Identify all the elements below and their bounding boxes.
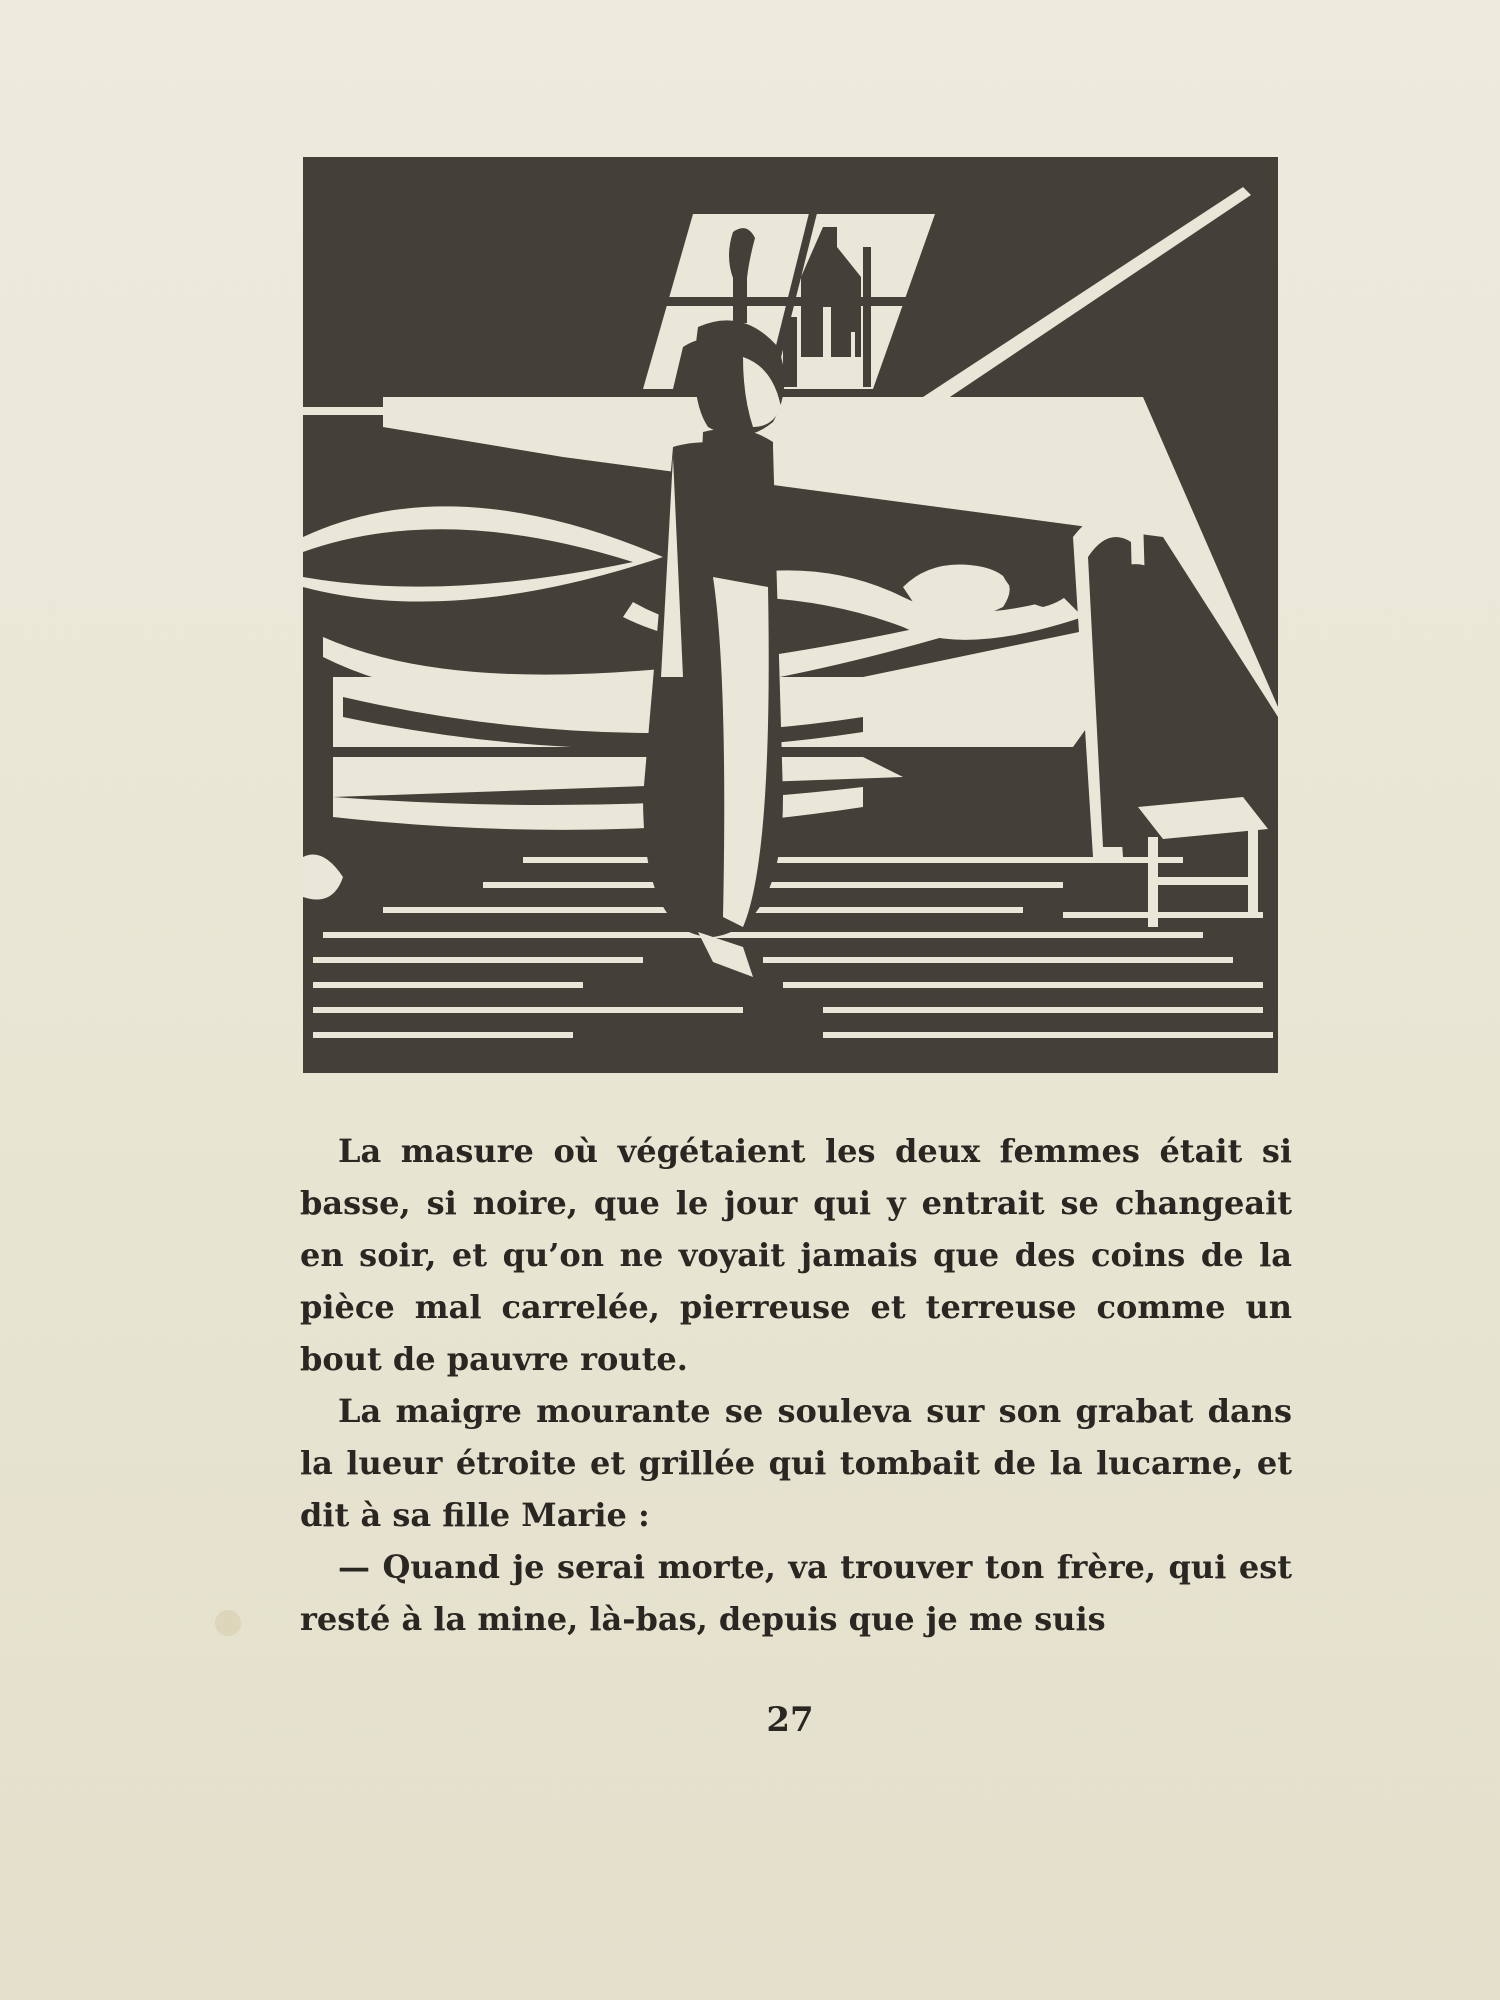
- paragraph-1: La masure où végétaient les deux femmes était si basse, si noire, que le jour qui y entrait se changeait en soir, et qu’on ne voyait jamais que des coins de la pièce mal carrelée, pierreuse et terreuse comme un bout de pauvre route.: [300, 1132, 1292, 1378]
- page-number: 27: [766, 1700, 814, 1740]
- paragraph-3: — Quand je serai morte, va trouver ton frère, qui est resté à la mine, là-bas, depuis que je me suis: [300, 1548, 1292, 1638]
- body-text: [300, 1125, 1292, 1645]
- woodcut-illustration: [303, 157, 1278, 1073]
- woodcut-svg: [303, 157, 1278, 1073]
- paragraph-2: La maigre mourante se souleva sur son grabat dans la lueur étroite et grillée qui tombait de la lucarne, et dit à sa fille Marie :: [300, 1392, 1292, 1534]
- paper-stain: [215, 1610, 241, 1636]
- wall-line: [303, 407, 703, 415]
